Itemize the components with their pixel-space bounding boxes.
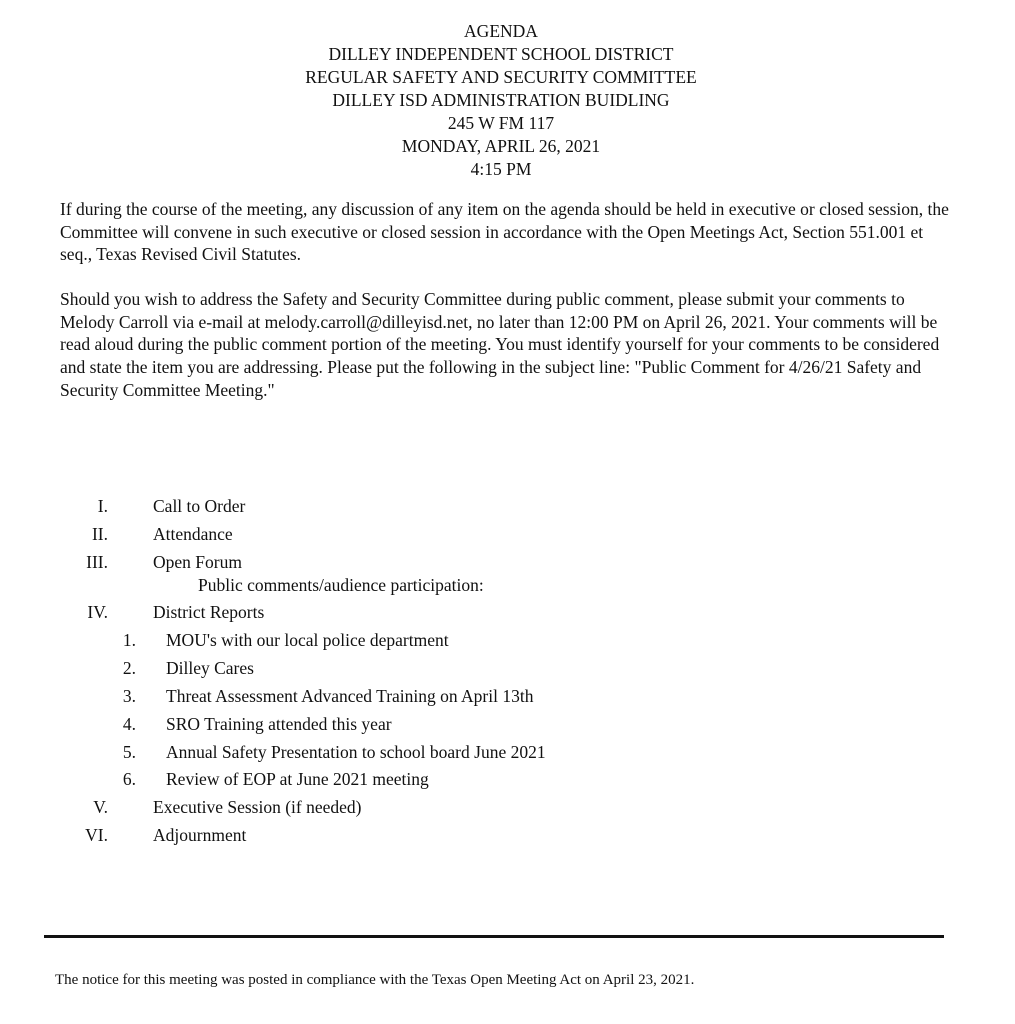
report-label: Dilley Cares <box>166 658 254 678</box>
header-address: 245 W FM 117 <box>447 113 555 133</box>
public-comment-instructions: Should you wish to address the Safety and Security Committee during public comment, please submit your comments to Melody Carroll via e-mail at melody.carroll@dilleyisd.net, no later than 12:00 PM on April 26, 2021. Your comments will be read aloud during the public comment portion of the meeting. You must identify yourself for your comments to be considered and state the item you are addressing. Please put the following in the subject line: "Public Comment for 4/26/21 Safety and Security Committee Meeting." <box>60 289 940 400</box>
agenda-label: District Reports <box>153 602 265 622</box>
header-location: DILLEY ISD ADMINISTRATION BUIDLING <box>332 90 670 110</box>
report-number: 1. <box>122 630 136 650</box>
agenda-header <box>0 20 1002 181</box>
header-time: 4:15 PM <box>470 159 532 179</box>
report-number: 4. <box>122 714 136 734</box>
agenda-label: Open Forum <box>153 552 242 572</box>
agenda-numeral: II. <box>91 524 108 544</box>
report-label: Threat Assessment Advanced Training on April 13th <box>166 686 534 706</box>
agenda-label: Executive Session (if needed) <box>153 797 362 817</box>
agenda-numeral: I. <box>97 496 108 516</box>
report-number: 3. <box>122 686 136 706</box>
agenda-numeral: IV. <box>87 602 108 622</box>
agenda-label: Adjournment <box>153 825 247 845</box>
report-label: Annual Safety Presentation to school board June 2021 <box>166 742 546 762</box>
agenda-label: Call to Order <box>153 496 246 516</box>
report-number: 6. <box>122 769 136 789</box>
report-label: Review of EOP at June 2021 meeting <box>166 769 429 789</box>
report-label: MOU's with our local police department <box>166 630 449 650</box>
open-forum-subitem: Public comments/audience participation: <box>198 575 484 595</box>
agenda-label: Attendance <box>153 524 233 544</box>
agenda-numeral: VI. <box>85 825 108 845</box>
report-label: SRO Training attended this year <box>166 714 392 734</box>
posting-notice: The notice for this meeting was posted in compliance with the Texas Open Meeting Act on April 23, 2021. <box>55 972 695 988</box>
header-district: DILLEY INDEPENDENT SCHOOL DISTRICT <box>328 44 674 64</box>
footer-divider <box>44 935 944 938</box>
executive-session-notice: If during the course of the meeting, any discussion of any item on the agenda should be held in executive or closed session, the Committee will convene in such executive or closed session in accordance with the Open Meetings Act, Section 551.001 et seq., Texas Revised Civil Statutes. <box>60 199 949 265</box>
agenda-numeral: III. <box>86 552 108 572</box>
report-number: 5. <box>122 742 136 762</box>
header-date: MONDAY, APRIL 26, 2021 <box>401 136 601 156</box>
header-title: AGENDA <box>464 21 538 41</box>
report-number: 2. <box>122 658 136 678</box>
header-committee: REGULAR SAFETY AND SECURITY COMMITTEE <box>305 67 697 87</box>
agenda-numeral: V. <box>93 797 108 817</box>
